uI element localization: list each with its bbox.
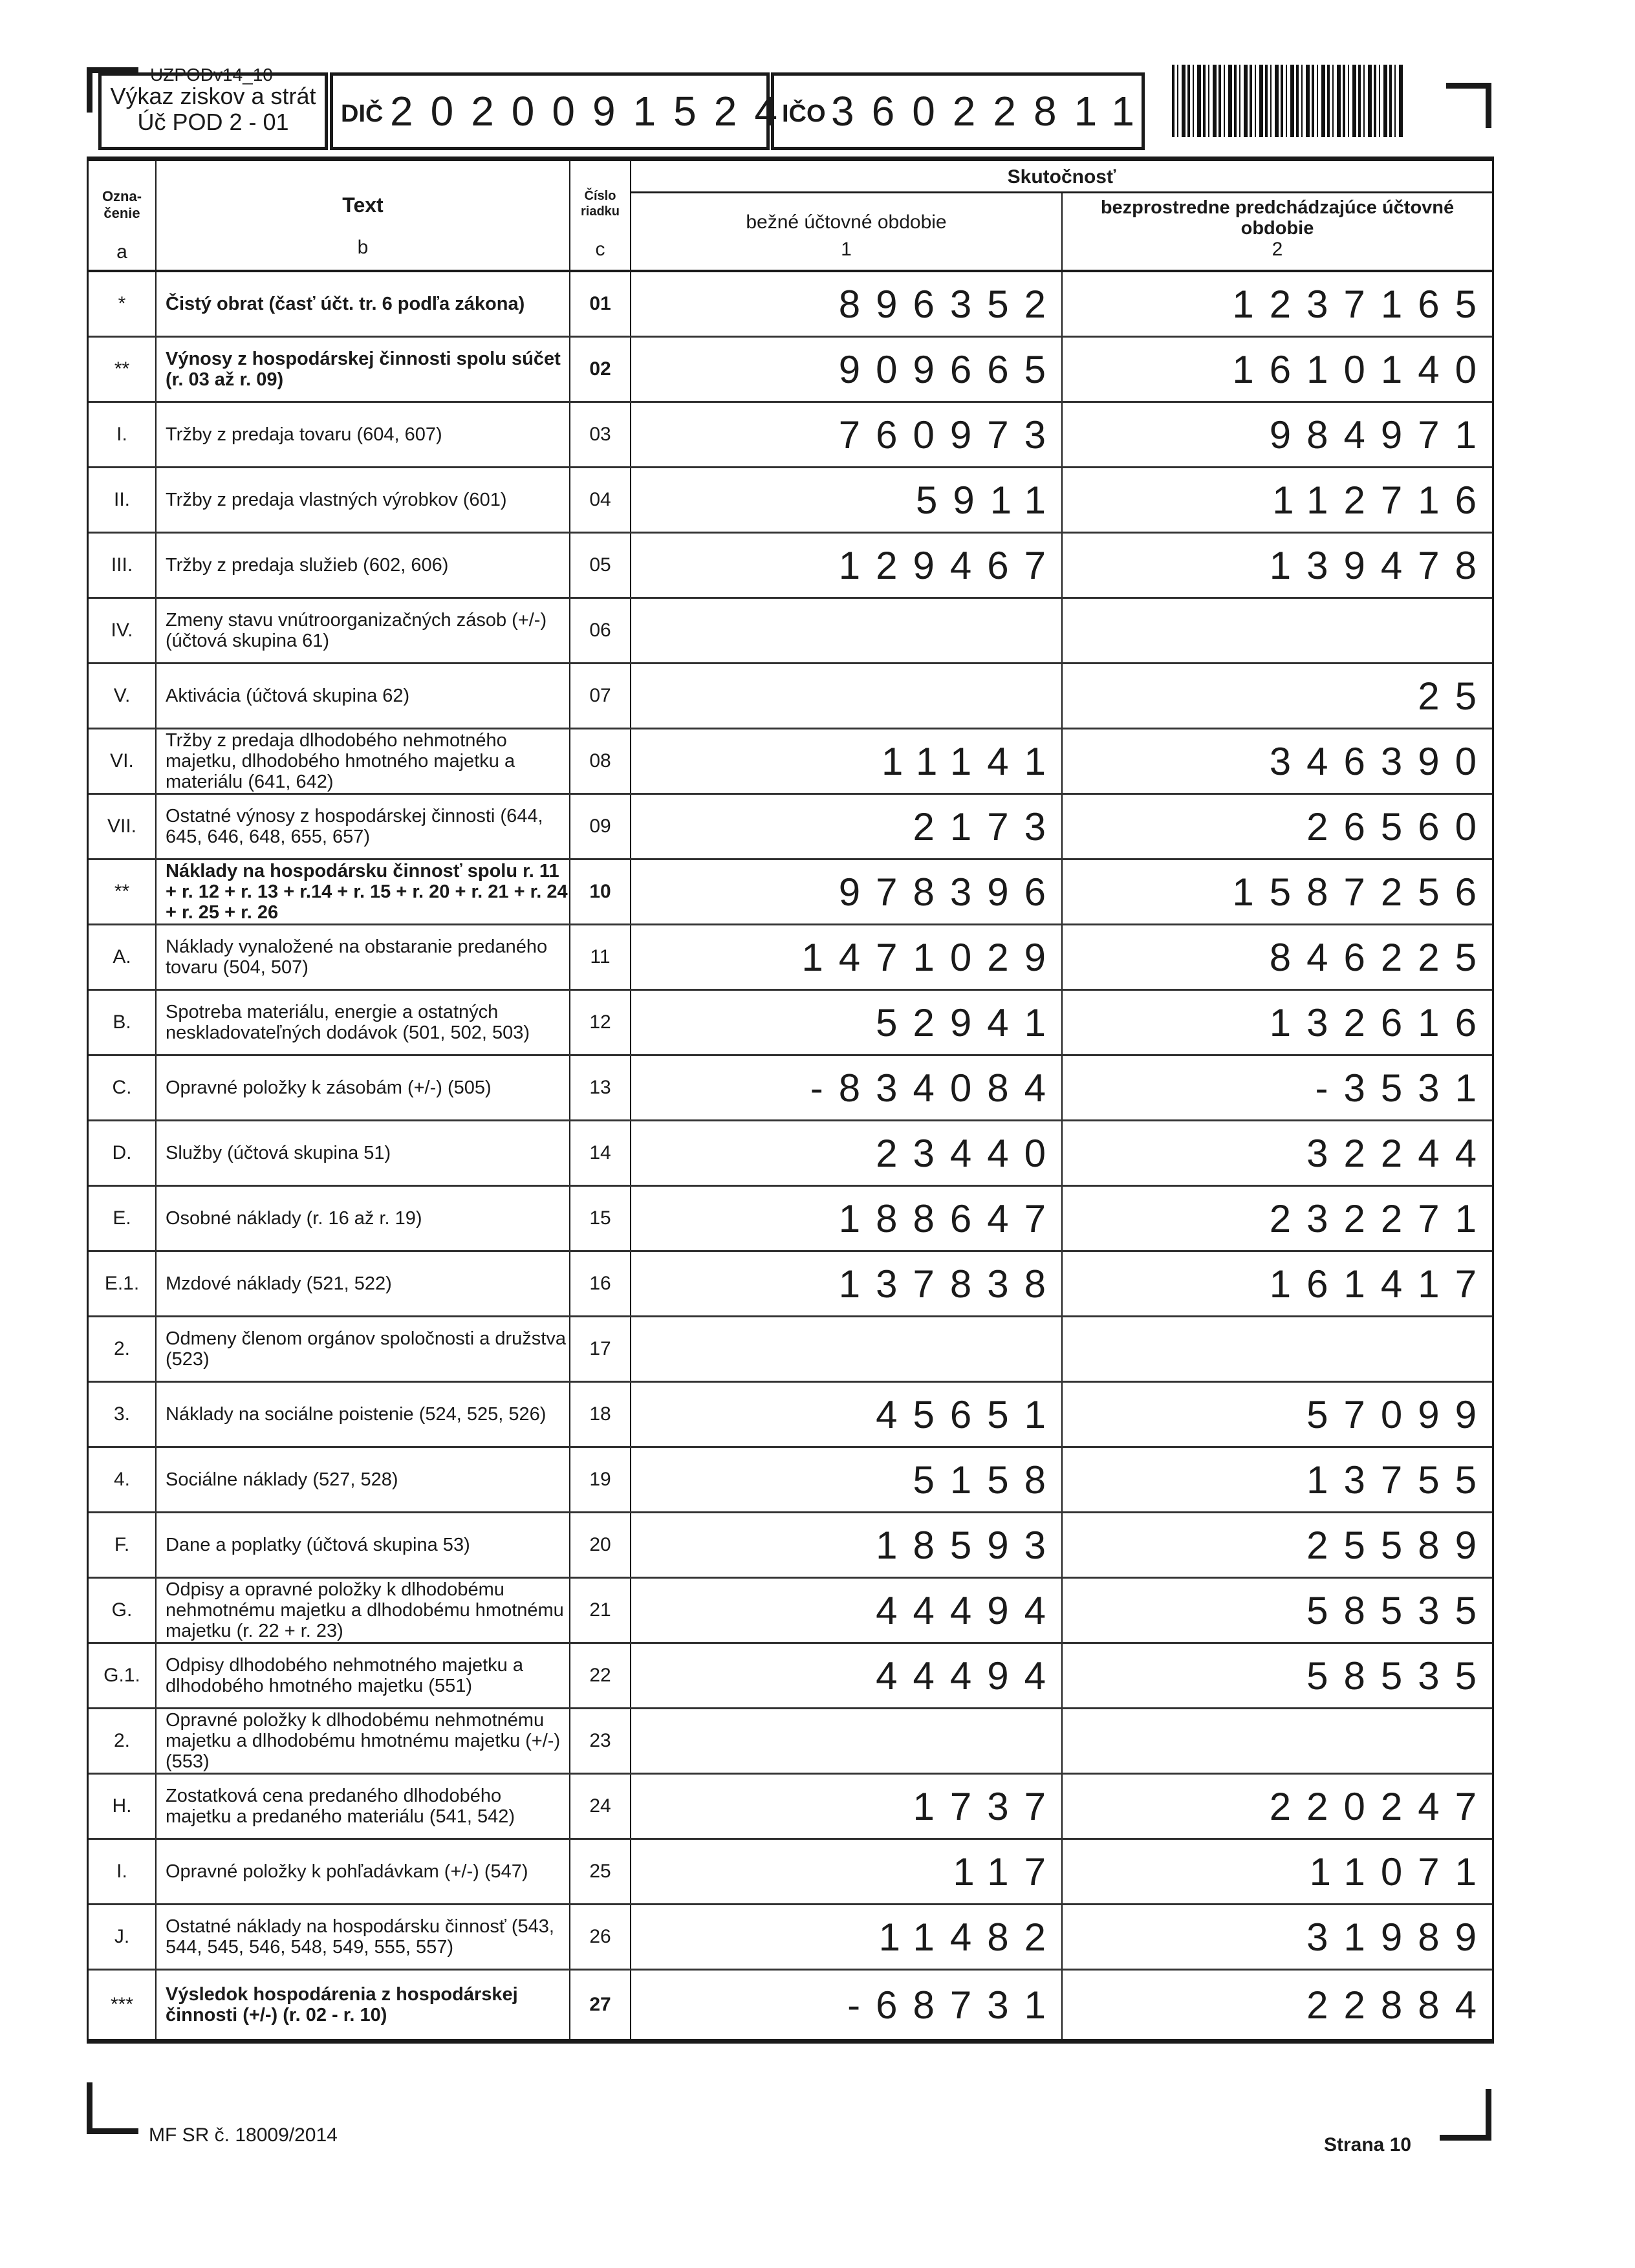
value-previous-period: 161417 (1269, 1262, 1492, 1306)
value-previous-period: 220247 (1269, 1784, 1492, 1828)
row-mark: C. (89, 1056, 157, 1119)
row-mark: III. (89, 534, 157, 597)
row-text (157, 729, 570, 793)
header-col-b (157, 161, 570, 270)
value-current-period: 18593 (631, 1513, 1063, 1577)
row-text-label: Ostatné výnosy z hospodárskej činnosti (644, 645, 646, 648, 655, 657) (166, 806, 543, 847)
header-col-c-letter: c (595, 239, 605, 260)
value-previous-period: 846225 (1269, 935, 1492, 979)
row-line-number: 23 (570, 1709, 631, 1773)
row-text-label: Náklady vynaložené na obstaranie predaného tovaru (504, 507) (166, 936, 548, 978)
corner-mark-bottom-left (87, 2128, 138, 2134)
table-body (89, 272, 1492, 2039)
row-line-number: 21 (570, 1579, 631, 1642)
row-text-label: Osobné náklady (r. 16 až r. 19) (166, 1208, 422, 1229)
row-text (157, 1252, 570, 1315)
row-mark: 3. (89, 1383, 157, 1446)
row-mark: IV. (89, 599, 157, 662)
row-text-label: Opravné položky k dlhodobému nehmotnému majetku a dlhodobému hmotnému majetku (+/-) (553) (166, 1710, 561, 1772)
header-col-c-label: Číslo riadku (580, 189, 620, 219)
row-mark: * (89, 272, 157, 336)
row-text-label: Odpisy dlhodobého nehmotného majetku a dlhodobého hmotného majetku (551) (166, 1655, 523, 1696)
table-row (89, 468, 1492, 534)
header-col-1 (631, 193, 1063, 270)
value-current-period: 5158 (631, 1448, 1063, 1511)
row-text-label: Náklady na sociálne poistenie (524, 525, 526) (166, 1404, 547, 1425)
value-previous-period: 57099 (1306, 1392, 1492, 1436)
row-text-label: Zmeny stavu vnútroorganizačných zásob (+/-) (účtová skupina 61) (166, 610, 547, 651)
corner-mark-top-right (1486, 83, 1491, 128)
corner-mark-top-right (1446, 83, 1491, 89)
row-text (157, 468, 570, 532)
row-text (157, 1579, 570, 1642)
header-col-a-letter: a (116, 241, 127, 263)
value-previous-period: 139478 (1269, 543, 1492, 587)
table-row (89, 1252, 1492, 1317)
row-line-number: 22 (570, 1644, 631, 1707)
form-subtitle: Úč POD 2 - 01 (137, 109, 289, 135)
value-current-period: -834084 (631, 1056, 1063, 1119)
table-row (89, 1905, 1492, 1971)
value-current-period: 5911 (631, 468, 1063, 532)
table-row (89, 1056, 1492, 1121)
header-col-a-label: Ozna- čenie (102, 188, 142, 221)
row-text-label: Opravné položky k zásobám (+/-) (505) (166, 1077, 492, 1098)
table-row (89, 1971, 1492, 2039)
ico-value: 36022811 (831, 88, 1152, 135)
value-current-period (631, 599, 1063, 662)
table-row (89, 1579, 1492, 1644)
form-title-box (98, 72, 328, 150)
row-text-label: Náklady na hospodársku činnosť spolu r. 11 + r. 12 + r. 13 + r.14 + r. 15 + r. 20 + r. 21 + r. 24 + r. 25 + r. 26 (166, 861, 568, 923)
row-text (157, 403, 570, 466)
table-row (89, 1840, 1492, 1905)
page-number: Strana 10 (1324, 2134, 1412, 2155)
row-mark: ** (89, 338, 157, 401)
row-line-number: 24 (570, 1775, 631, 1838)
row-mark: VI. (89, 729, 157, 793)
row-text (157, 1644, 570, 1707)
row-text (157, 1121, 570, 1185)
row-text (157, 1383, 570, 1446)
value-previous-period: 58535 (1306, 1588, 1492, 1632)
row-text (157, 272, 570, 336)
table-row (89, 729, 1492, 795)
table-row (89, 991, 1492, 1056)
barcode-image (1172, 65, 1405, 137)
value-previous-period: 984971 (1269, 413, 1492, 457)
value-current-period (631, 1709, 1063, 1773)
row-text (157, 664, 570, 728)
header-col-2-number: 2 (1272, 239, 1283, 260)
row-line-number: 25 (570, 1840, 631, 1903)
table-row (89, 1187, 1492, 1252)
row-mark: 2. (89, 1709, 157, 1773)
row-text-label: Tržby z predaja služieb (602, 606) (166, 555, 449, 576)
table-row (89, 1383, 1492, 1448)
corner-mark-bottom-right (1440, 2135, 1491, 2141)
row-line-number: 02 (570, 338, 631, 401)
row-mark: *** (89, 1971, 157, 2039)
value-current-period: 44494 (631, 1644, 1063, 1707)
ico-field (771, 72, 1152, 150)
row-mark: G. (89, 1579, 157, 1642)
row-text (157, 1448, 570, 1511)
row-text-label: Ostatné náklady na hospodársku činnosť (543, 544, 545, 546, 548, 549, 555, 557) (166, 1916, 554, 1958)
form-code: UZPODv14_10 (150, 65, 273, 85)
table-row (89, 534, 1492, 599)
row-mark: B. (89, 991, 157, 1054)
row-text (157, 1513, 570, 1577)
row-mark: F. (89, 1513, 157, 1577)
form-title: Výkaz ziskov a strát (110, 83, 316, 109)
value-current-period: 117 (631, 1840, 1063, 1903)
value-previous-period (1063, 1317, 1492, 1381)
table-row (89, 599, 1492, 664)
value-current-period: 1471029 (631, 925, 1063, 989)
value-current-period: 896352 (631, 272, 1063, 336)
row-text (157, 1971, 570, 2039)
row-line-number: 10 (570, 860, 631, 923)
value-current-period: 11482 (631, 1905, 1063, 1969)
table-row (89, 403, 1492, 468)
row-text-label: Výsledok hospodárenia z hospodárskej činnosti (+/-) (r. 02 - r. 10) (166, 1984, 518, 2025)
value-previous-period: 32244 (1306, 1131, 1492, 1175)
row-text (157, 1905, 570, 1969)
dic-value: 2020091524 (390, 88, 795, 135)
table-row (89, 272, 1492, 338)
row-mark: 2. (89, 1317, 157, 1381)
value-previous-period: 346390 (1269, 739, 1492, 783)
value-current-period: -68731 (631, 1971, 1063, 2039)
value-previous-period: 25589 (1306, 1523, 1492, 1567)
table-row (89, 1709, 1492, 1775)
value-previous-period: 25 (1418, 674, 1492, 718)
profit-loss-table (87, 157, 1494, 2044)
row-mark: A. (89, 925, 157, 989)
table-row (89, 1513, 1492, 1579)
corner-mark-top-left (87, 67, 92, 113)
header-col-1-number: 1 (841, 239, 852, 260)
row-text-label: Čistý obrat (časť účt. tr. 6 podľa zákona) (166, 294, 525, 314)
row-text-label: Služby (účtová skupina 51) (166, 1143, 391, 1163)
table-row (89, 1775, 1492, 1840)
row-mark: E.1. (89, 1252, 157, 1315)
row-mark: VII. (89, 795, 157, 858)
table-row (89, 338, 1492, 403)
row-line-number: 11 (570, 925, 631, 989)
row-line-number: 20 (570, 1513, 631, 1577)
row-text-label: Tržby z predaja tovaru (604, 607) (166, 424, 442, 445)
row-line-number: 17 (570, 1317, 631, 1381)
table-row (89, 1448, 1492, 1513)
value-current-period: 2173 (631, 795, 1063, 858)
row-text-label: Odmeny členom orgánov spoločnosti a družstva (523) (166, 1328, 566, 1370)
value-previous-period (1063, 599, 1492, 662)
row-mark: 4. (89, 1448, 157, 1511)
table-row (89, 1121, 1492, 1187)
table-row (89, 925, 1492, 991)
row-line-number: 08 (570, 729, 631, 793)
ico-label: IČO (782, 100, 826, 127)
row-line-number: 18 (570, 1383, 631, 1446)
value-previous-period: 1237165 (1232, 282, 1492, 326)
header-col-c (570, 161, 631, 270)
value-previous-period (1063, 1709, 1492, 1773)
regulation-reference: MF SR č. 18009/2014 (149, 2124, 338, 2146)
value-current-period: 188647 (631, 1187, 1063, 1250)
row-line-number: 26 (570, 1905, 631, 1969)
row-text-label: Výnosy z hospodárskej činnosti spolu súčet (r. 03 až r. 09) (166, 349, 561, 390)
row-text (157, 1317, 570, 1381)
value-previous-period: -3531 (1315, 1066, 1492, 1110)
row-mark: J. (89, 1905, 157, 1969)
row-mark: II. (89, 468, 157, 532)
row-text-label: Zostatková cena predaného dlhodobého majetku a predaného materiálu (541, 542) (166, 1786, 515, 1827)
row-text (157, 1775, 570, 1838)
value-current-period: 978396 (631, 860, 1063, 923)
value-previous-period: 13755 (1306, 1458, 1492, 1502)
table-header (89, 161, 1492, 272)
row-text-label: Sociálne náklady (527, 528) (166, 1469, 398, 1490)
value-current-period: 760973 (631, 403, 1063, 466)
row-text (157, 534, 570, 597)
row-text-label: Dane a poplatky (účtová skupina 53) (166, 1535, 470, 1555)
value-previous-period: 31989 (1306, 1915, 1492, 1959)
row-line-number: 13 (570, 1056, 631, 1119)
row-line-number: 12 (570, 991, 631, 1054)
value-current-period: 129467 (631, 534, 1063, 597)
row-text (157, 1056, 570, 1119)
value-current-period (631, 664, 1063, 728)
value-previous-period: 1587256 (1232, 870, 1492, 914)
row-line-number: 06 (570, 599, 631, 662)
corner-mark-bottom-left (87, 2082, 92, 2134)
row-line-number: 14 (570, 1121, 631, 1185)
corner-mark-bottom-right (1486, 2089, 1491, 2141)
row-line-number: 19 (570, 1448, 631, 1511)
value-current-period: 909665 (631, 338, 1063, 401)
row-line-number: 04 (570, 468, 631, 532)
row-mark: H. (89, 1775, 157, 1838)
value-current-period: 23440 (631, 1121, 1063, 1185)
row-line-number: 01 (570, 272, 631, 336)
table-row (89, 1317, 1492, 1383)
row-mark: ** (89, 860, 157, 923)
header-col-a (89, 161, 157, 270)
row-text (157, 1840, 570, 1903)
value-previous-period: 26560 (1306, 805, 1492, 848)
row-mark: E. (89, 1187, 157, 1250)
header-col-b-letter: b (357, 237, 369, 258)
table-row (89, 860, 1492, 925)
row-text (157, 599, 570, 662)
header-col-2 (1063, 193, 1492, 270)
row-text-label: Spotreba materiálu, energie a ostatných neskladovateľných dodávok (501, 502, 503) (166, 1002, 530, 1043)
row-mark: G.1. (89, 1644, 157, 1707)
row-line-number: 16 (570, 1252, 631, 1315)
value-current-period (631, 1317, 1063, 1381)
row-line-number: 05 (570, 534, 631, 597)
row-text (157, 1709, 570, 1773)
row-line-number: 09 (570, 795, 631, 858)
header-col-1-label: bežné účtovné obdobie (746, 211, 947, 233)
header-col-2-label: bezprostredne predchádzajúce účtovné obdobie (1100, 197, 1455, 239)
row-text-label: Aktivácia (účtová skupina 62) (166, 686, 410, 706)
value-previous-period: 58535 (1306, 1654, 1492, 1698)
row-text-label: Opravné položky k pohľadávkam (+/-) (547) (166, 1861, 528, 1882)
row-mark: V. (89, 664, 157, 728)
row-text (157, 1187, 570, 1250)
row-text (157, 925, 570, 989)
row-line-number: 15 (570, 1187, 631, 1250)
row-mark: D. (89, 1121, 157, 1185)
value-current-period: 11141 (631, 729, 1063, 793)
value-current-period: 44494 (631, 1579, 1063, 1642)
value-previous-period: 1610140 (1232, 347, 1492, 391)
value-current-period: 45651 (631, 1383, 1063, 1446)
row-text-label: Mzdové náklady (521, 522) (166, 1273, 392, 1294)
value-previous-period: 112716 (1272, 478, 1492, 522)
value-previous-period: 22884 (1306, 1983, 1492, 2027)
row-line-number: 03 (570, 403, 631, 466)
table-row (89, 1644, 1492, 1709)
row-mark: I. (89, 1840, 157, 1903)
value-previous-period: 11071 (1309, 1850, 1492, 1894)
row-text-label: Tržby z predaja dlhodobého nehmotného majetku, dlhodobého hmotného majetku a materiálu (641, 642) (166, 730, 515, 792)
row-text-label: Tržby z predaja vlastných výrobkov (601) (166, 490, 507, 510)
value-previous-period: 132616 (1269, 1000, 1492, 1044)
row-line-number: 07 (570, 664, 631, 728)
value-current-period: 1737 (631, 1775, 1063, 1838)
row-mark: I. (89, 403, 157, 466)
row-text-label: Odpisy a opravné položky k dlhodobému nehmotnému majetku a dlhodobému hmotnému majetku (r. 22 + r. 23) (166, 1579, 564, 1641)
value-current-period: 137838 (631, 1252, 1063, 1315)
row-text (157, 991, 570, 1054)
value-current-period: 52941 (631, 991, 1063, 1054)
row-text (157, 860, 570, 923)
row-line-number: 27 (570, 1971, 631, 2039)
table-row (89, 795, 1492, 860)
header-group-actual: Skutočnosť (631, 161, 1492, 193)
row-text (157, 795, 570, 858)
value-previous-period: 232271 (1269, 1196, 1492, 1240)
dic-field (330, 72, 795, 150)
dic-label: DIČ (341, 100, 384, 127)
table-row (89, 664, 1492, 729)
row-text (157, 338, 570, 401)
header-col-b-label: Text (342, 193, 384, 217)
